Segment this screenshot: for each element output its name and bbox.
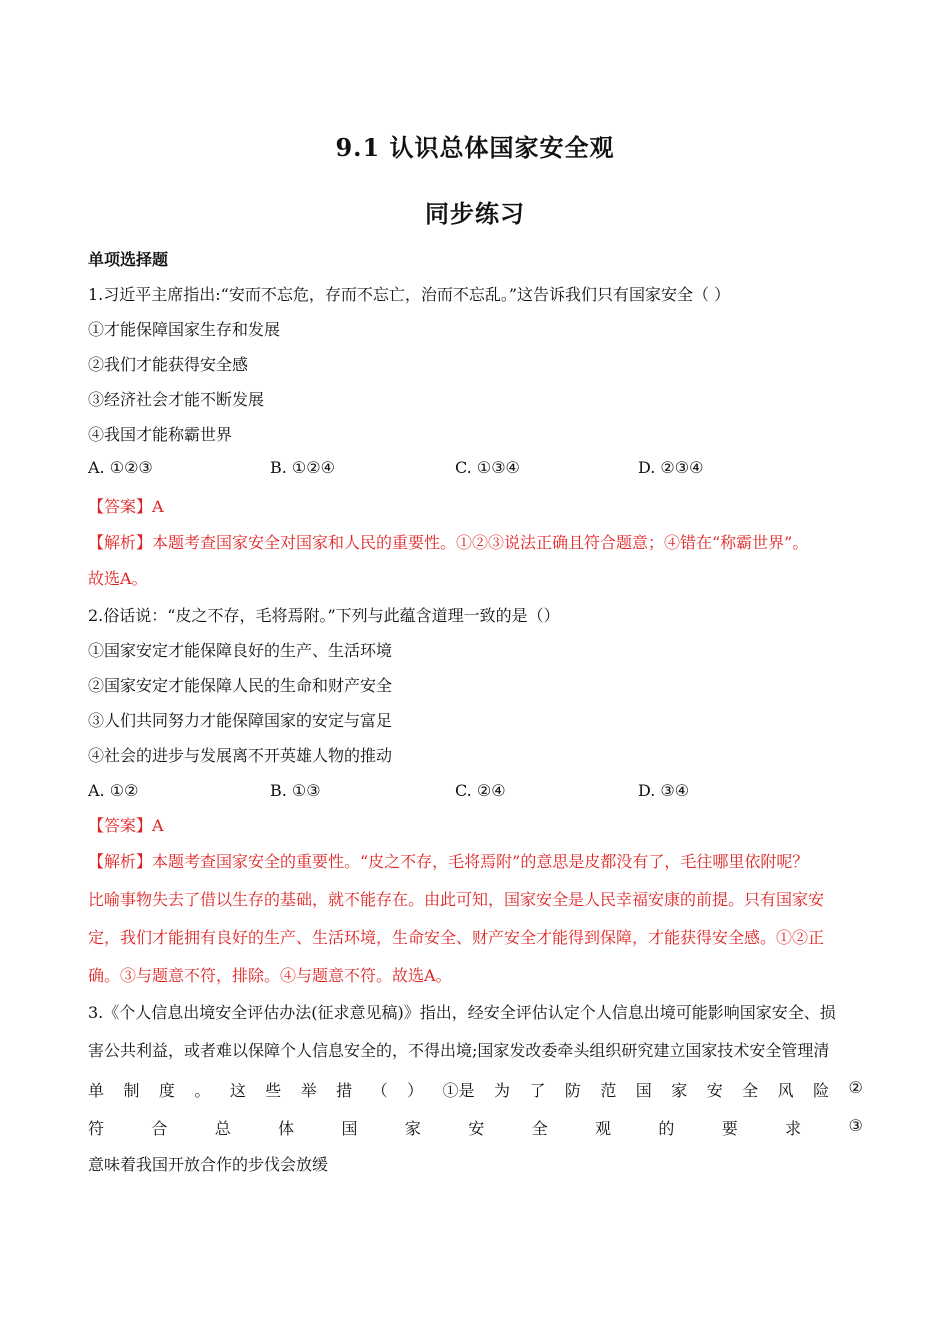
q3-char: 举 — [300, 1081, 317, 1100]
q2-answer: 【答案】A — [88, 816, 164, 835]
page-title: 9.1 认识总体国家安全观 — [335, 133, 615, 162]
q3-char: ） — [407, 1081, 424, 1100]
q3-char: 度 — [158, 1081, 175, 1100]
q2-item-1: ①国家安定才能保障良好的生产、生活环境 — [88, 641, 393, 660]
q2-analysis-line-1: 【解析】本题考查国家安全的重要性。“皮之不存，毛将焉附”的意思是皮都没有了，毛往哪里依附呢？ — [88, 852, 809, 871]
q3-char: 单 — [88, 1081, 105, 1100]
q3-char: 观 — [595, 1119, 612, 1138]
q3-char: 范 — [600, 1081, 617, 1100]
q3-char: 全 — [742, 1081, 759, 1100]
q3-char: 。 — [194, 1081, 211, 1100]
q3-char: 制 — [123, 1081, 140, 1100]
q3-char: 风 — [777, 1081, 794, 1100]
q1-analysis-line-1: 【解析】本题考查国家安全对国家和人民的重要性。①②③说法正确且符合题意；④错在“称霸世界”。 — [88, 533, 809, 552]
q1-option-b: B. ①②④ — [270, 458, 335, 477]
q3-char: 符 — [88, 1119, 105, 1138]
q3-line-2: 害公共利益，或者难以保障个人信息安全的，不得出境;国家发改委牵头组织研究建立国家技术安全管理清 — [88, 1041, 830, 1060]
q3-char: 国 — [635, 1081, 652, 1100]
q3-char: 的 — [658, 1119, 675, 1138]
q3-char: 为 — [493, 1081, 510, 1100]
q3-line-4 — [88, 1116, 863, 1139]
q1-option-a: A. ①②③ — [88, 458, 153, 477]
q2-item-4: ④社会的进步与发展离不开英雄人物的推动 — [88, 746, 393, 765]
q3-char: 措 — [336, 1081, 353, 1100]
q2-option-a: A. ①② — [88, 781, 139, 800]
page-subtitle: 同步练习 — [425, 199, 525, 228]
q2-option-d: D. ③④ — [638, 781, 690, 800]
q2-analysis-line-4: 确。③与题意不符，排除。④与题意不符。故选A。 — [88, 966, 452, 985]
q1-item-4: ④我国才能称霸世界 — [88, 425, 233, 444]
q1-answer: 【答案】A — [88, 497, 164, 516]
q1-item-1: ①才能保障国家生存和发展 — [88, 320, 281, 339]
q3-char: 求 — [785, 1119, 802, 1138]
section-heading: 单项选择题 — [88, 250, 169, 269]
q3-char: （ — [371, 1081, 388, 1100]
q3-char: 要 — [721, 1119, 738, 1138]
q3-char: ③ — [848, 1116, 863, 1135]
q1-item-3: ③经济社会才能不断发展 — [88, 390, 265, 409]
q3-line-1: 3.《个人信息出境安全评估办法(征求意见稿)》指出，经安全评估认定个人信息出境可能影响国家安全、损 — [88, 1003, 836, 1022]
q3-char: 国 — [341, 1119, 358, 1138]
q1-option-c: C. ①③④ — [455, 458, 520, 477]
q2-analysis-line-2: 比喻事物失去了借以生存的基础，就不能存在。由此可知，国家安全是人民幸福安康的前提。只有国家安 — [88, 890, 825, 909]
q3-char: 家 — [404, 1119, 421, 1138]
q1-analysis-line-2: 故选A。 — [88, 569, 148, 588]
q2-option-c: C. ②④ — [455, 781, 506, 800]
q3-char: 总 — [214, 1119, 231, 1138]
q3-char: 家 — [671, 1081, 688, 1100]
q3-line-3 — [88, 1078, 863, 1101]
q3-char: 全 — [531, 1119, 548, 1138]
q2-item-3: ③人们共同努力才能保障国家的安定与富足 — [88, 711, 393, 730]
q2-option-b: B. ①③ — [270, 781, 321, 800]
q3-char: 防 — [564, 1081, 581, 1100]
q3-char: ② — [848, 1078, 863, 1097]
q2-item-2: ②国家安定才能保障人民的生命和财产安全 — [88, 676, 393, 695]
q3-char: 安 — [468, 1119, 485, 1138]
q1-item-2: ②我们才能获得安全感 — [88, 355, 249, 374]
q3-char: 险 — [813, 1081, 830, 1100]
q3-line-5: 意味着我国开放合作的步伐会放缓 — [88, 1155, 329, 1174]
q3-char: ①是 — [442, 1081, 475, 1100]
q1-stem: 1.习近平主席指出:“安而不忘危，存而不忘亡，治而不忘乱。”这告诉我们只有国家安全（ ） — [88, 285, 731, 304]
q3-char: 安 — [706, 1081, 723, 1100]
q1-option-d: D. ②③④ — [638, 458, 704, 477]
q3-char: 些 — [265, 1081, 282, 1100]
q3-char: 体 — [278, 1119, 295, 1138]
q3-char: 合 — [151, 1119, 168, 1138]
q2-analysis-line-3: 定，我们才能拥有良好的生产、生活环境，生命安全、财产安全才能得到保障，才能获得安全感。①②正 — [88, 928, 825, 947]
q3-char: 这 — [229, 1081, 246, 1100]
q3-char: 了 — [529, 1081, 546, 1100]
q2-stem: 2.俗话说：“皮之不存，毛将焉附。”下列与此蕴含道理一致的是（） — [88, 606, 560, 625]
